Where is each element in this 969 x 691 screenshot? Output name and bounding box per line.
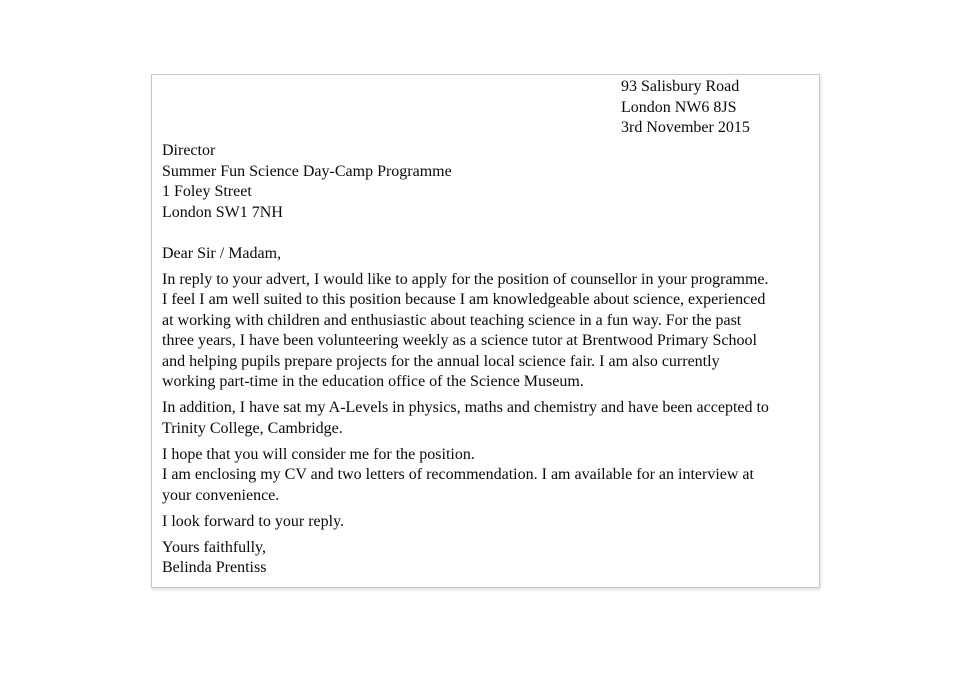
- paragraph-line: I hope that you will consider me for the position.: [162, 445, 475, 463]
- recipient-street: 1 Foley Street: [162, 183, 252, 200]
- sender-address-block: [621, 77, 811, 139]
- sender-address-line: 93 Salisbury Road: [621, 78, 740, 95]
- recipient-city: London SW1 7NH: [162, 203, 283, 221]
- body-paragraph: [162, 445, 811, 507]
- paragraph-line: In reply to your advert, I would like to apply for the position of counsellor in your programme.: [162, 270, 769, 288]
- recipient-title: Director: [162, 142, 216, 159]
- paragraph-line: I look forward to your reply.: [162, 512, 345, 530]
- paragraph-line: Trinity College, Cambridge.: [162, 419, 343, 437]
- paragraph-line: I am enclosing my CV and two letters of recommendation. I am available for an interview at: [162, 466, 754, 483]
- letter-date: 3rd November 2015: [621, 119, 750, 136]
- body-paragraph: [162, 398, 811, 439]
- body-paragraph: [162, 270, 811, 393]
- paragraph-line: In addition, I have sat my A-Levels in physics, maths and chemistry and have been accepted to: [162, 399, 769, 416]
- recipient-address-block: [162, 141, 811, 223]
- recipient-organisation: Summer Fun Science Day-Camp Programme: [162, 162, 452, 180]
- paragraph-line: at working with children and enthusiastic about teaching science in a fun way. For the past: [162, 311, 742, 329]
- letter-page: [151, 74, 820, 588]
- paragraph-line: working part-time in the education office of the Science Museum.: [162, 373, 584, 390]
- valediction: Yours faithfully,: [162, 538, 267, 556]
- salutation: Dear Sir / Madam,: [162, 244, 282, 262]
- paragraph-line: and helping pupils prepare projects for the annual local science fair. I am also currently: [162, 352, 720, 370]
- paragraph-line: your convenience.: [162, 486, 280, 504]
- body-paragraph: [162, 512, 811, 533]
- paragraph-line: I feel I am well suited to this position because I am knowledgeable about science, experienced: [162, 291, 766, 308]
- sender-address-line: London NW6 8JS: [621, 98, 737, 116]
- paragraph-line: three years, I have been volunteering weekly as a science tutor at Brentwood Primary School: [162, 332, 757, 349]
- signature-name: Belinda Prentiss: [162, 559, 267, 576]
- closing-block: [162, 538, 811, 579]
